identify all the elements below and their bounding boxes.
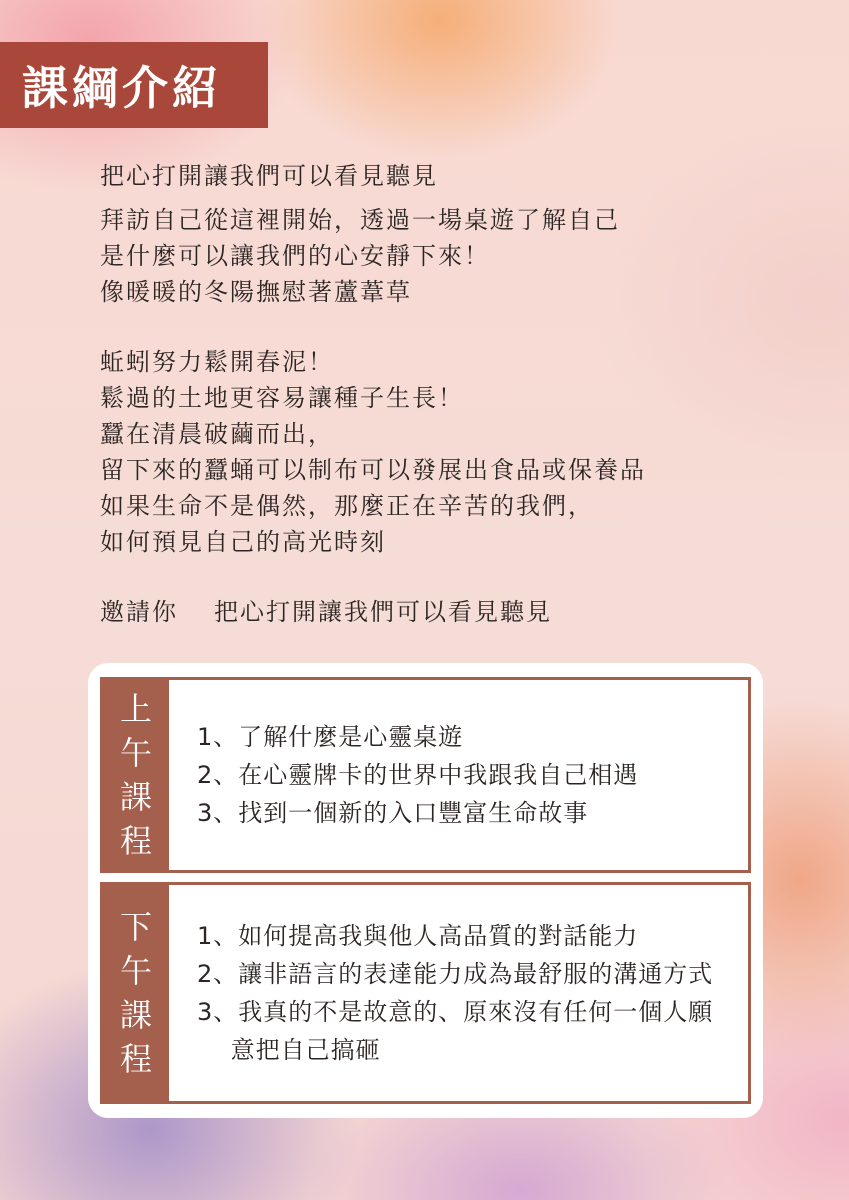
afternoon-session <box>100 882 751 1104</box>
list-item: 3、 找到一個新的入口豐富生命故事 <box>197 799 589 827</box>
invitation-line <box>100 594 800 630</box>
intro-line: 拜訪自己從這裡開始，透過一場桌遊了解自己 <box>100 206 620 234</box>
list-item: 3、 我真的不是故意的、原來沒有任何一個人願 <box>197 998 714 1026</box>
invitation-text: 把心打開讓我們可以看見聽見 <box>214 598 552 626</box>
intro-line: 留下來的蠶蛹可以制布可以發展出食品或保養品 <box>100 456 646 484</box>
morning-session-items <box>169 680 748 870</box>
intro-line: 把心打開讓我們可以看見聽見 <box>100 162 438 190</box>
intro-text <box>100 158 800 630</box>
morning-session-label: 上 午 課 程 <box>103 680 169 870</box>
list-item: 1、 了解什麼是心靈桌遊 <box>197 723 464 751</box>
intro-line: 如果生命不是偶然，那麼正在辛苦的我們， <box>100 492 594 520</box>
morning-session <box>100 677 751 873</box>
intro-line: 鬆過的土地更容易讓種子生長！ <box>100 384 464 412</box>
page-title: 課綱介紹 <box>22 61 222 115</box>
intro-line: 像暖暖的冬陽撫慰著蘆葦草 <box>100 278 412 306</box>
list-item: 2、 讓非語言的表達能力成為最舒服的溝通方式 <box>197 960 714 988</box>
intro-line: 是什麼可以讓我們的心安靜下來！ <box>100 242 490 270</box>
section-title-banner <box>0 42 268 128</box>
list-item: 2、 在心靈牌卡的世界中我跟我自己相遇 <box>197 761 639 789</box>
invitation-lead: 邀請你 <box>100 598 178 626</box>
afternoon-session-items <box>169 885 748 1101</box>
list-item: 1、 如何提高我與他人高品質的對話能力 <box>197 922 639 950</box>
intro-line: 蚯蚓努力鬆開春泥！ <box>100 348 334 376</box>
intro-line: 蠶在清晨破繭而出， <box>100 420 334 448</box>
intro-line: 如何預見自己的高光時刻 <box>100 528 386 556</box>
list-item: 意把自己搞砸 <box>230 1036 381 1064</box>
afternoon-session-label: 下 午 課 程 <box>103 885 169 1101</box>
